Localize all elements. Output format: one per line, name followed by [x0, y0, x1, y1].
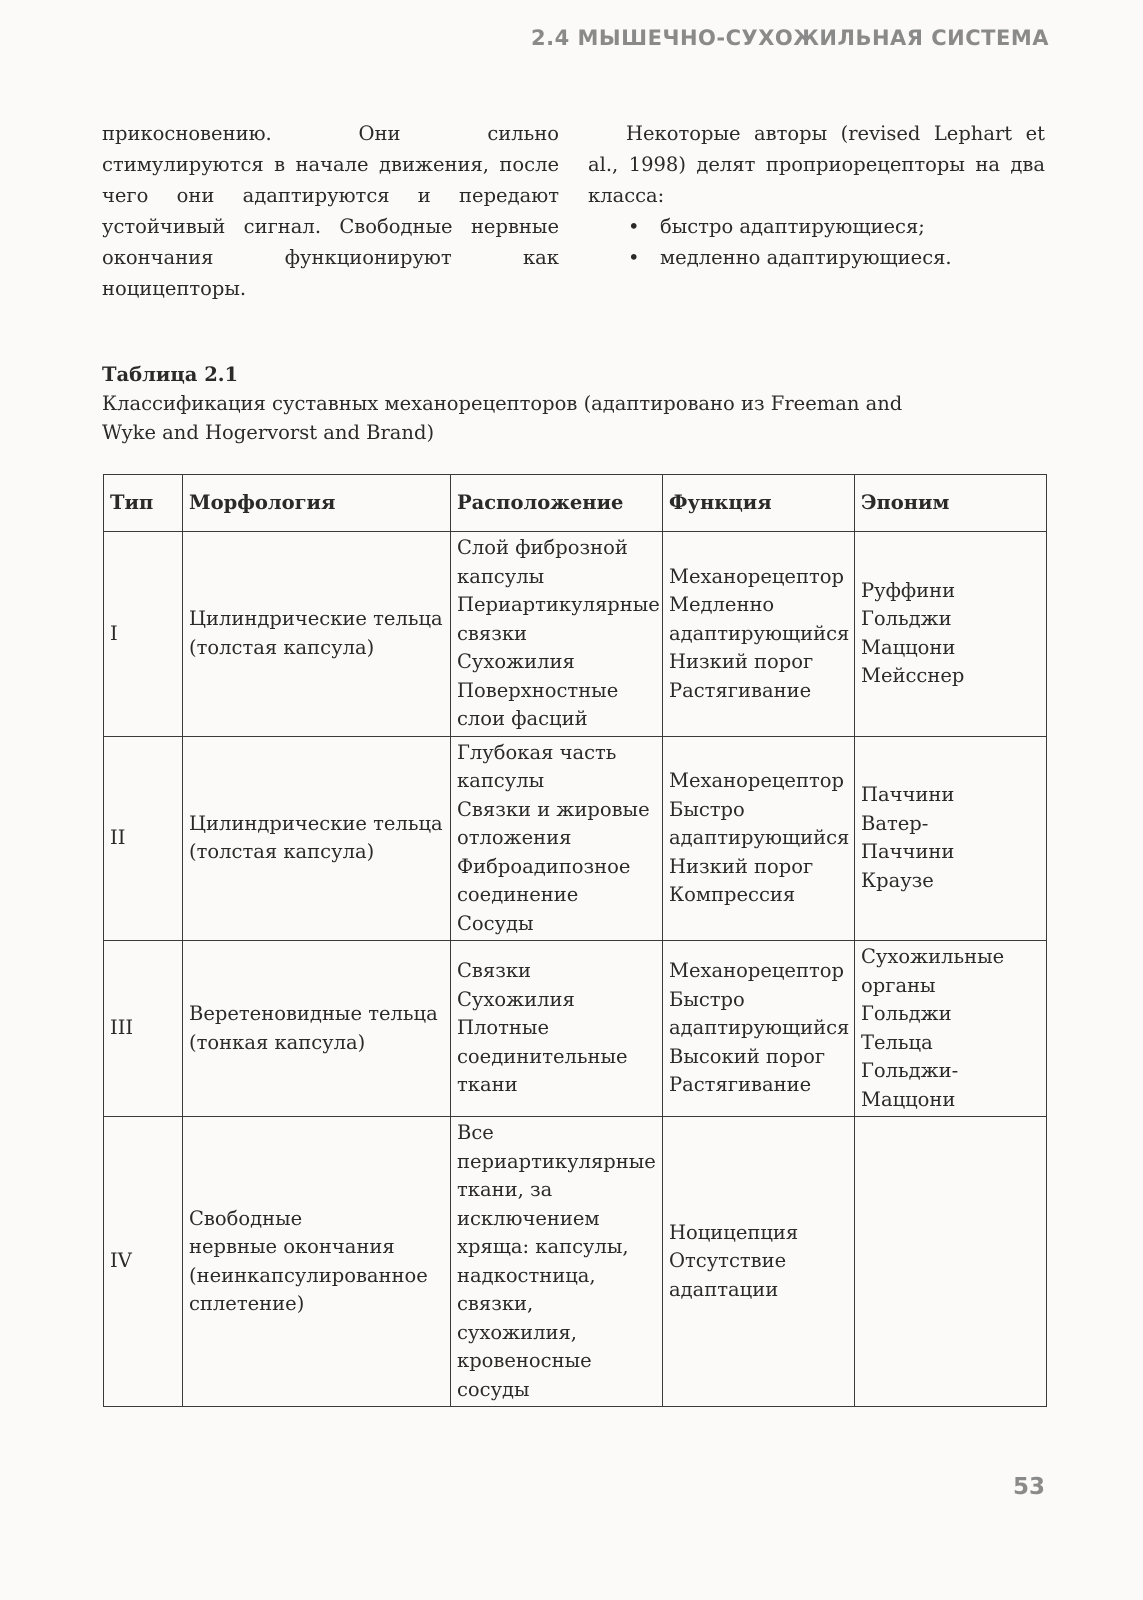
cell-line: Сосуды: [457, 911, 534, 935]
cell-line: Поверхностные: [457, 678, 619, 702]
table-label: Таблица 2.1: [102, 363, 239, 386]
table-title: Классификация суставных механорецепторов (адаптировано из Freeman and Wyke and Hogervorst and Brand): [102, 392, 903, 444]
left-paragraph: прикосновению. Они сильно стимулируются в начале движения, после чего они адаптируются и передают устойчивый сигнал. Свободные нервные окончания функционируют как ноцицепторы.: [102, 122, 559, 300]
cell-line: Мейсснер: [861, 664, 965, 688]
cell-line: периартикулярные: [457, 1149, 656, 1173]
cell-eponym: [855, 532, 1047, 737]
cell-location: [451, 736, 663, 941]
cell-line: Гольджи: [861, 1002, 952, 1025]
cell-line: ткани, за: [457, 1178, 553, 1201]
cell-line: Слой фиброзной: [457, 536, 628, 559]
list-item: • быстро адаптирующиеся;: [588, 211, 1045, 242]
cell-line: Периартикулярные: [457, 593, 660, 616]
cell-location: [451, 941, 663, 1117]
cell-line: соединительные: [457, 1044, 628, 1068]
cell-eponym: [855, 736, 1047, 941]
cell-line: надкостница,: [457, 1263, 596, 1287]
cell-line: исключением: [457, 1206, 600, 1230]
cell-location: [451, 1117, 663, 1407]
adaptation-class-list: [588, 211, 1045, 273]
cell-line: соединение: [457, 883, 579, 906]
list-item: • медленно адаптирующиеся.: [588, 242, 1045, 273]
cell-line: Отсутствие: [669, 1249, 787, 1273]
cell-line: Все: [457, 1121, 494, 1144]
cell-line: Быстро: [669, 987, 745, 1011]
cell-line: Тельца: [861, 1030, 933, 1054]
cell-line: слои фасций: [457, 707, 588, 730]
cell-line: ткани: [457, 1073, 518, 1097]
cell-location: [451, 532, 663, 737]
table-row: [104, 941, 1047, 1117]
table-row: [104, 532, 1047, 737]
cell-line: Высокий порог: [669, 1044, 826, 1068]
header-type: Тип: [104, 475, 183, 532]
cell-line: адаптирующийся: [669, 621, 850, 645]
cell-eponym: [855, 941, 1047, 1117]
cell-line: (тонкая капсула): [189, 1030, 366, 1054]
cell-line: связки: [457, 621, 528, 645]
cell-eponym: [855, 1117, 1047, 1407]
cell-line: адаптирующийся: [669, 1016, 850, 1040]
cell-line: Механорецептор: [669, 564, 844, 588]
header-eponym: Эпоним: [855, 475, 1047, 532]
cell-line: Паччини: [861, 840, 955, 864]
cell-line: Медленно: [669, 593, 775, 616]
cell-line: капсулы: [457, 769, 545, 792]
cell-morphology: [183, 1117, 451, 1407]
mechanoreceptor-table: [103, 474, 1047, 1407]
cell-line: связки, сухожилия,: [457, 1292, 577, 1344]
cell-line: Механорецептор: [669, 959, 844, 983]
cell-line: Руффини: [861, 578, 956, 602]
cell-line: Маццони: [861, 635, 956, 659]
cell-line: Связки: [457, 959, 532, 983]
header-morphology: Морфология: [183, 475, 451, 532]
cell-line: Паччини: [861, 783, 955, 807]
cell-line: Механорецептор: [669, 769, 844, 792]
cell-type: I: [104, 532, 183, 737]
cell-line: Маццони: [861, 1087, 956, 1111]
cell-line: Гольджи-: [861, 1059, 959, 1082]
cell-line: Веретеновидные тельца: [189, 1002, 438, 1025]
cell-line: Низкий порог: [669, 650, 814, 673]
left-column: [102, 118, 559, 304]
cell-line: кровеносные: [457, 1349, 592, 1372]
cell-line: Гольджи: [861, 607, 952, 631]
cell-line: сплетение): [189, 1292, 305, 1315]
cell-line: адаптации: [669, 1277, 779, 1301]
cell-line: Ватер-: [861, 811, 929, 835]
cell-line: Цилиндрические тельца: [189, 607, 443, 631]
cell-line: органы: [861, 973, 936, 997]
right-paragraph: Некоторые авторы (revised Lephart et al., 1998) делят проприорецепторы на два класса:: [588, 122, 1045, 207]
cell-line: (толстая капсула): [189, 635, 375, 659]
cell-line: (толстая капсула): [189, 840, 375, 864]
cell-line: адаптирующийся: [669, 826, 850, 849]
cell-morphology: [183, 736, 451, 941]
cell-line: Сухожилия: [457, 987, 575, 1011]
cell-line: Сухожильные: [861, 945, 1005, 968]
page-number: 53: [1012, 1474, 1045, 1500]
cell-line: Краузе: [861, 868, 934, 892]
cell-line: Связки и жировые: [457, 797, 650, 821]
table-header-row: [104, 475, 1047, 532]
cell-line: Глубокая часть: [457, 740, 617, 764]
running-head: 2.4 МЫШЕЧНО-СУХОЖИЛЬНАЯ СИСТЕМА: [531, 26, 1049, 50]
cell-line: Растягивание: [669, 1073, 812, 1097]
header-location: Расположение: [451, 475, 663, 532]
cell-function: [663, 736, 855, 941]
table-body: [104, 532, 1047, 1407]
cell-line: Сухожилия: [457, 650, 575, 673]
cell-line: Низкий порог: [669, 854, 814, 878]
cell-line: хряща: капсулы,: [457, 1235, 629, 1258]
header-function: Функция: [663, 475, 855, 532]
cell-type: II: [104, 736, 183, 941]
cell-line: Компрессия: [669, 883, 796, 906]
cell-morphology: [183, 941, 451, 1117]
cell-line: Ноцицепция: [669, 1220, 799, 1244]
cell-line: Цилиндрические тельца: [189, 811, 443, 835]
cell-line: (неинкапсулированное: [189, 1263, 428, 1287]
cell-line: отложения: [457, 826, 572, 849]
cell-type: IV: [104, 1117, 183, 1407]
cell-line: нервные окончания: [189, 1235, 395, 1258]
table-row: [104, 1117, 1047, 1407]
cell-line: сосуды: [457, 1377, 530, 1401]
cell-morphology: [183, 532, 451, 737]
cell-line: Фиброадипозное: [457, 854, 631, 878]
cell-line: Растягивание: [669, 678, 812, 702]
cell-line: капсулы: [457, 564, 545, 588]
cell-function: [663, 1117, 855, 1407]
cell-line: Быстро: [669, 797, 745, 821]
right-column: [588, 118, 1045, 273]
cell-type: III: [104, 941, 183, 1117]
table-row: [104, 736, 1047, 941]
cell-line: Плотные: [457, 1016, 549, 1040]
cell-line: Свободные: [189, 1206, 303, 1230]
cell-function: [663, 941, 855, 1117]
table-caption: [102, 360, 962, 447]
cell-function: [663, 532, 855, 737]
